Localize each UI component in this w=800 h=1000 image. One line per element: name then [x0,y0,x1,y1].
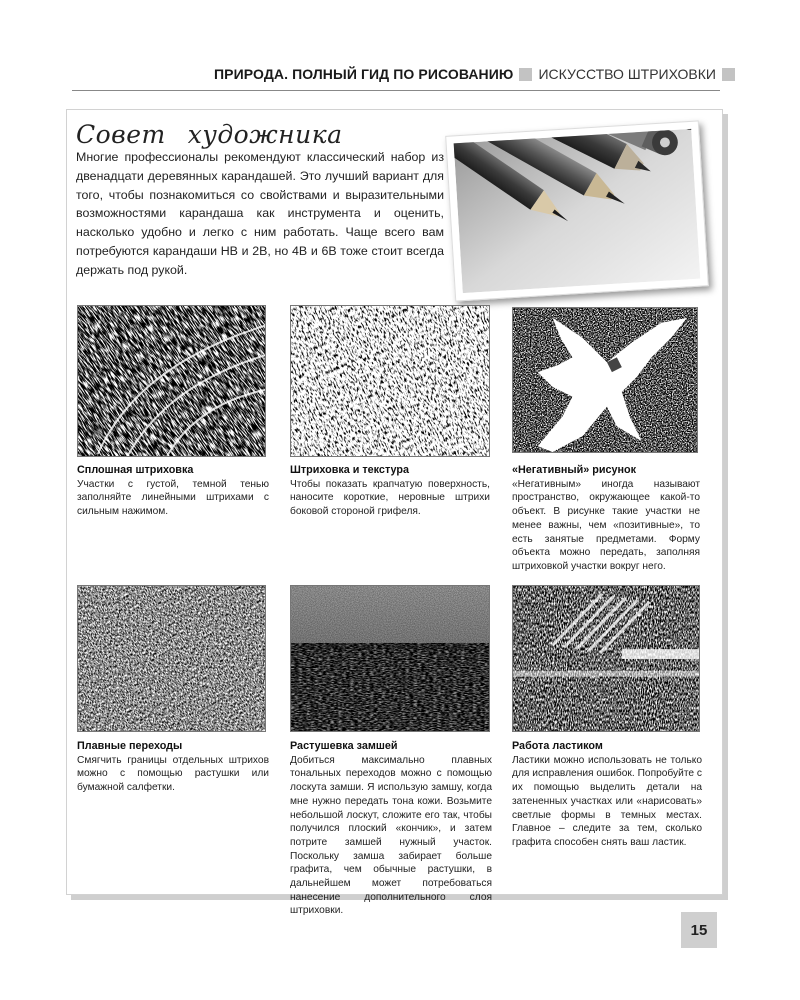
caption-smooth-transitions [77,740,269,795]
eraser-work-image [513,586,699,731]
technique-title: Работа ластиком [512,740,603,752]
technique-text: «Негативным» иногда называют пространство, окружающее какой-то объект. В рисунке такие участки не менее важны, чем «позитивные», то есть занятые предметами. Форму объекта можно передать, заполняя штриховкой участки вокруг него. [512,478,700,572]
tile-hatching-texture [290,305,490,457]
caption-negative-drawing [512,464,700,574]
technique-title: Плавные переходы [77,740,183,752]
caption-eraser-work [512,740,702,850]
chamois-blending-image [291,586,489,731]
caption-hatching-texture [290,464,490,519]
technique-text: Ластики можно использовать не только для исправления ошибок. Попробуйте с их помощью выделить детали на затененных участках или «нарисовать» светлые формы в темных местах. Главное – следите за тем, сколько графита способен снять ваш ластик. [512,754,702,848]
tip-title-word1: Совет [76,120,166,149]
pencils-image [454,129,701,293]
solid-hatching-image [78,306,265,456]
smooth-transitions-image [78,586,265,731]
technique-text: Смягчить границы отдельных штрихов можно с помощью растушки или бумажной салфетки. [77,754,269,794]
header-divider [72,90,720,91]
page-number: 15 [681,912,717,948]
tile-solid-hatching [77,305,266,457]
running-header [214,64,741,84]
technique-text: Чтобы показать крапчатую поверхность, наносите короткие, неровные штрихи боковой стороной грифеля. [290,478,490,518]
technique-title: Растушевка замшей [290,740,398,752]
hatching-texture-image [291,306,489,456]
tip-title-word2: художника [187,120,343,149]
pencils-photo [445,120,709,301]
technique-text: Участки с густой, темной тенью заполняйте линейными штрихами с сильным нажимом. [77,478,269,518]
tile-chamois-blending [290,585,490,732]
book-title: ПРИРОДА. ПОЛНЫЙ ГИД ПО РИСОВАНИЮ [214,66,514,82]
header-square-icon [722,68,735,81]
tile-negative-drawing [512,307,698,453]
tile-smooth-transitions [77,585,266,732]
technique-title: «Негативный» рисунок [512,464,637,476]
technique-title: Штриховка и текстура [290,464,409,476]
section-title: ИСКУССТВО ШТРИХОВКИ [538,66,716,82]
caption-solid-hatching [77,464,269,519]
tip-title [76,120,343,149]
negative-drawing-image [513,308,697,452]
tile-eraser-work [512,585,700,732]
header-square-icon [519,68,532,81]
tip-text: Многие профессионалы рекомендуют классический набор из двенадцати деревянных карандашей. Это лучший вариант для того, чтобы познакомиться со свойствами и выразительными возможностями карандаша как инструмента и оценить, насколько удобно и легко с ним работать. Чаще всего вам потребуются карандаши НВ и 2В, но 4В и 6В тоже стоит всегда держать под рукой. [76,150,444,277]
technique-title: Сплошная штриховка [77,464,194,476]
caption-chamois-blending [290,740,492,918]
technique-text: Добиться максимально плавных тональных переходов можно с помощью лоскута замши. Я использую замшу, когда мне нужно передать тона кожи. Возьмите небольшой лоскут, сложите его так, чтобы получился плоский «кончик», и затем потрите замшей нужный участок. Поскольку замша забирает больше графита, чем обычные растушки, в дальнейшем может потребоваться нанесение дополнительного слоя штриховки. [290,754,492,917]
